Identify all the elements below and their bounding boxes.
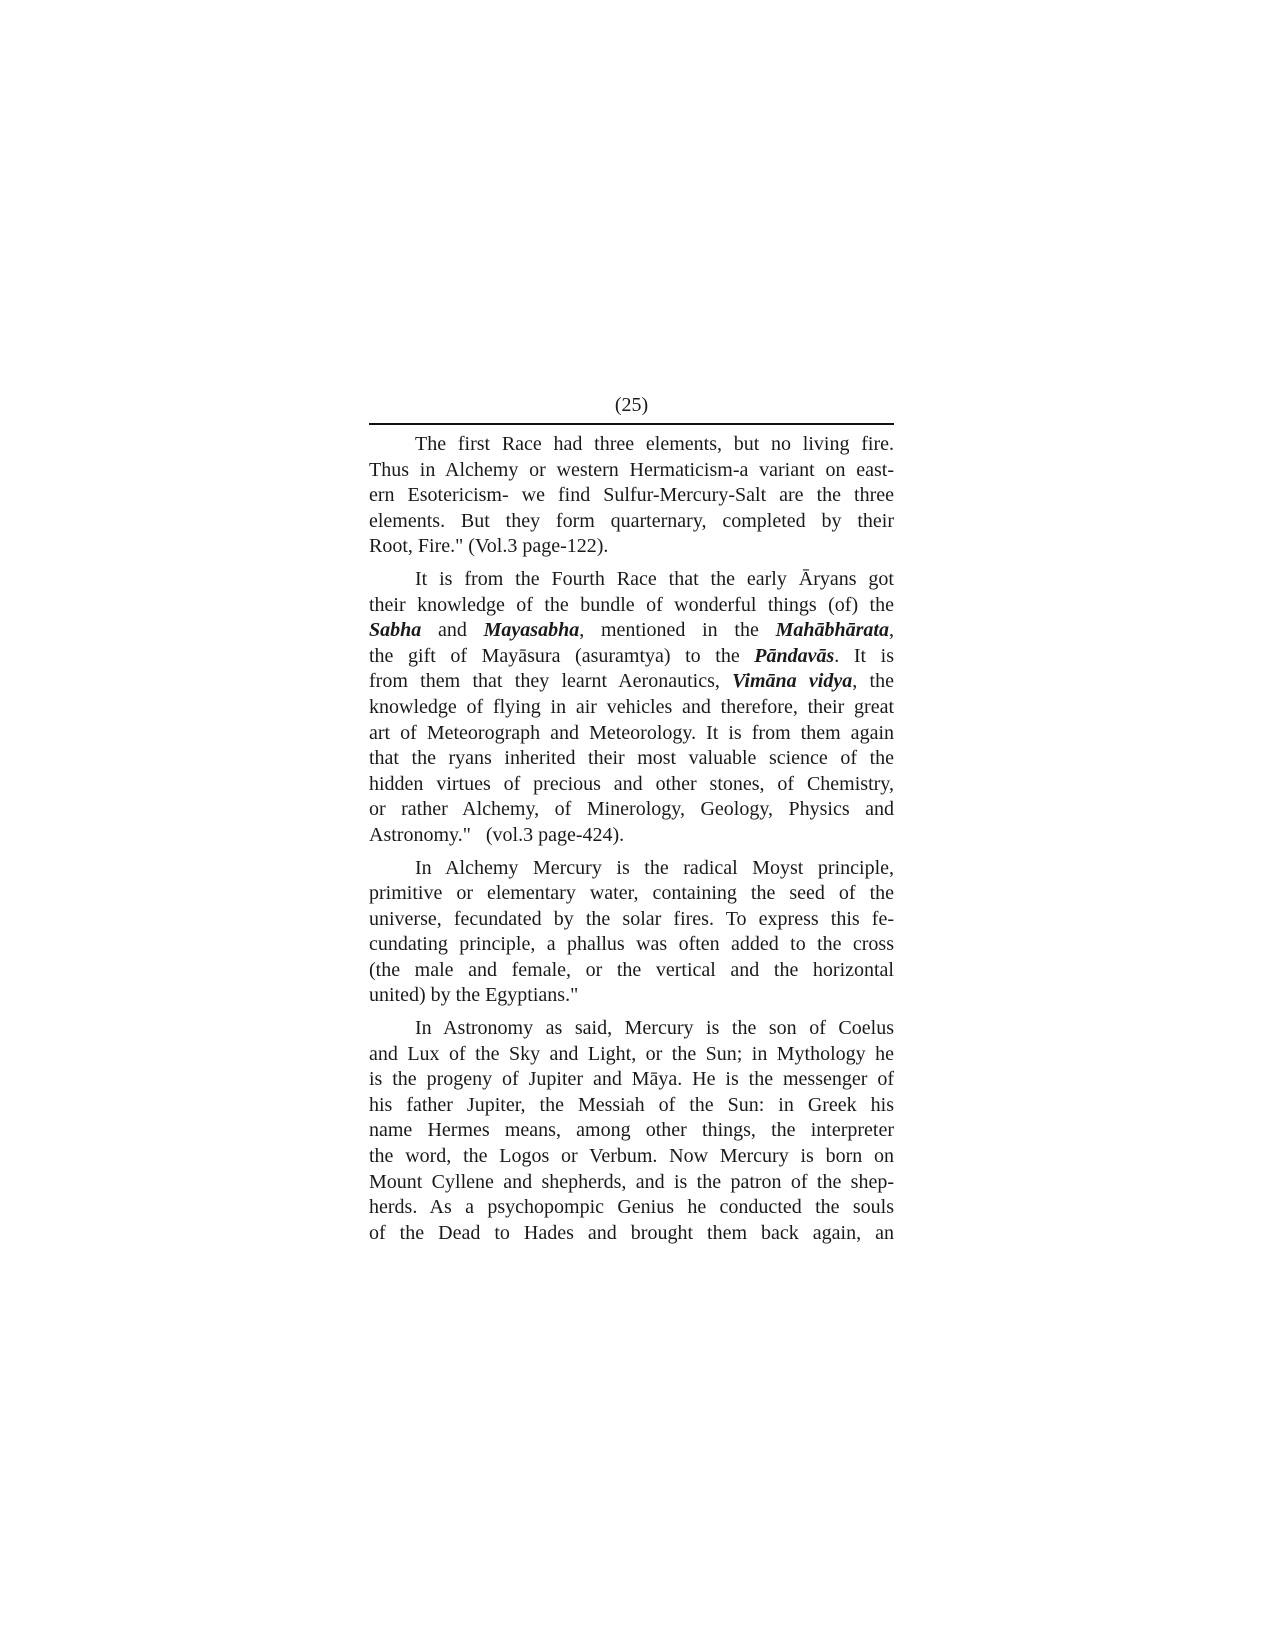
text-line: herds. As a psychopompic Genius he conducted the souls — [369, 1196, 894, 1219]
text-line: their knowledge of the bundle of wonderful things (of) the — [369, 593, 894, 616]
text-line: It is from the Fourth Race that the early Āryans got — [415, 567, 894, 590]
text-segment: , — [888, 619, 894, 642]
text-segment: . It is — [834, 644, 894, 667]
paragraph-4 — [369, 1016, 894, 1246]
text-line: and Lux of the Sky and Light, or the Sun; in Mythology he — [369, 1042, 894, 1065]
text-line: ern Esotericism- we find Sulfur-Mercury-Salt are the three — [369, 484, 894, 507]
emphasis-pandavas: Pāndavās — [754, 644, 835, 667]
text-line: Root, Fire." (Vol.3 page-122). — [369, 535, 609, 558]
emphasis-mahabharata: Mahābhārata — [775, 619, 889, 642]
paragraph-3 — [369, 856, 894, 1010]
text-line: art of Meteorograph and Meteorology. It is from them again — [369, 721, 894, 744]
text-line: or rather Alchemy, of Minerology, Geology, Physics and — [369, 798, 894, 821]
header-rule — [369, 423, 894, 425]
text-line: The first Race had three elements, but no living fire. — [415, 433, 894, 455]
page-number: (25) — [614, 394, 649, 416]
text-line: elements. But they form quarternary, completed by their — [369, 509, 894, 532]
paragraph-2 — [369, 567, 894, 849]
text-line: Astronomy." (vol.3 page-424). — [369, 823, 625, 846]
text-line: united) by the Egyptians." — [369, 984, 579, 1007]
text-line: Mount Cyllene and shepherds, and is the patron of the shep- — [369, 1170, 894, 1193]
text-line — [369, 644, 894, 670]
text-line — [369, 669, 894, 695]
text-segment: from them that they learnt Aeronautics, — [369, 670, 733, 693]
text-line: the word, the Logos or Verbum. Now Mercury is born on — [369, 1145, 894, 1168]
text-segment: the gift of Mayāsura (asuramtya) to the — [369, 644, 755, 667]
text-line: (the male and female, or the vertical and the horizontal — [369, 958, 894, 981]
text-line: hidden virtues of precious and other stones, of Chemistry, — [369, 772, 894, 795]
text-line: is the progeny of Jupiter and Māya. He is the messenger of — [369, 1068, 894, 1091]
emphasis-vimana-vidya: Vimāna vidya — [732, 670, 853, 693]
text-line: knowledge of flying in air vehicles and therefore, their great — [369, 695, 894, 718]
text-line: universe, fecundated by the solar fires. To express this fe- — [369, 907, 894, 930]
text-line: In Alchemy Mercury is the radical Moyst principle, — [415, 856, 894, 879]
text-line: cundating principle, a phallus was often added to the cross — [369, 933, 894, 956]
text-line: that the ryans inherited their most valuable science of the — [369, 747, 894, 770]
text-line: primitive or elementary water, containing the seed of the — [369, 882, 894, 905]
paragraph-1 — [369, 432, 894, 560]
text-line: name Hermes means, among other things, the interpreter — [369, 1119, 894, 1142]
text-line: In Astronomy as said, Mercury is the son of Coelus — [415, 1017, 894, 1040]
text-line: of the Dead to Hades and brought them back again, an — [369, 1221, 894, 1244]
text-segment: , mentioned in the — [579, 619, 776, 642]
text-line: his father Jupiter, the Messiah of the Sun: in Greek his — [369, 1093, 894, 1116]
book-page — [369, 394, 894, 1253]
text-segment: , the — [852, 670, 894, 693]
text-segment: and — [421, 619, 484, 642]
emphasis-sabha: Sabha — [369, 619, 422, 642]
text-line — [369, 618, 894, 644]
emphasis-mayasabha: Mayasabha — [483, 619, 580, 642]
text-line: Thus in Alchemy or western Hermaticism-a variant on east- — [369, 458, 894, 481]
